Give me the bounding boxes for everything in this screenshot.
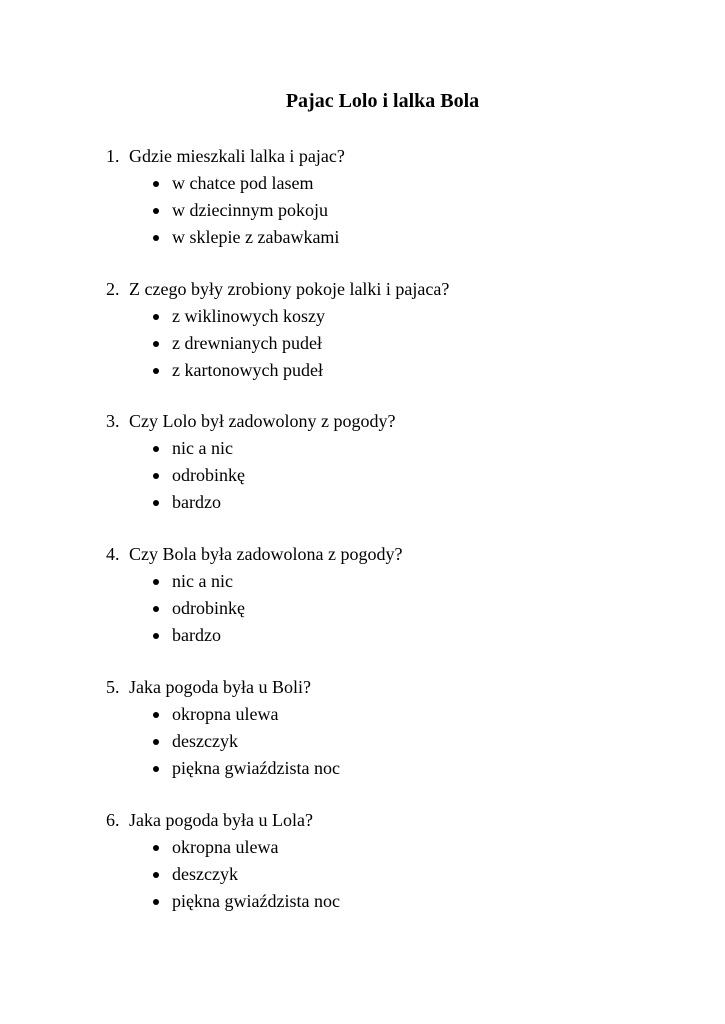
answer-option [106, 701, 706, 728]
bullet-icon [153, 899, 159, 905]
answer-option-label: piękna gwiaździsta noc [172, 758, 340, 778]
answer-option-label: deszczyk [172, 731, 238, 751]
answer-option-label: piękna gwiaździsta noc [172, 891, 340, 911]
answer-option [106, 197, 706, 224]
bullet-icon [153, 766, 159, 772]
answer-option-label: z drewnianych pudeł [172, 333, 322, 353]
question-2-text [106, 276, 706, 303]
bullet-icon [153, 341, 159, 347]
answer-option [106, 489, 706, 516]
bullet-icon [153, 208, 159, 214]
answer-option-label: w chatce pod lasem [172, 173, 314, 193]
answer-option [106, 170, 706, 197]
answer-option-label: w dziecinnym pokoju [172, 200, 328, 220]
answer-option-label: z wiklinowych koszy [172, 306, 325, 326]
answer-option-label: w sklepie z zabawkami [172, 227, 340, 247]
answer-option [106, 303, 706, 330]
bullet-icon [153, 181, 159, 187]
answer-options [106, 435, 706, 516]
question-label: Jaka pogoda była u Boli? [129, 677, 311, 697]
answer-options [106, 303, 706, 384]
bullet-icon [153, 845, 159, 851]
bullet-icon [153, 606, 159, 612]
answer-option-label: odrobinkę [172, 598, 245, 618]
answer-option [106, 435, 706, 462]
question-number: 3. [106, 411, 120, 431]
answer-option [106, 622, 706, 649]
question-label: Czy Bola była zadowolona z pogody? [129, 544, 403, 564]
bullet-icon [153, 368, 159, 374]
answer-option-label: bardzo [172, 492, 221, 512]
question-label: Gdzie mieszkali lalka i pajac? [129, 146, 345, 166]
question-5 [106, 674, 706, 782]
bullet-icon [153, 872, 159, 878]
question-2 [106, 276, 706, 384]
answer-option [106, 595, 706, 622]
answer-option [106, 888, 706, 915]
answer-options [106, 834, 706, 915]
bullet-icon [153, 712, 159, 718]
question-4 [106, 541, 706, 649]
question-6-text [106, 807, 706, 834]
answer-options [106, 701, 706, 782]
answer-options [106, 170, 706, 251]
question-1-text [106, 143, 706, 170]
question-number: 6. [106, 810, 120, 830]
answer-option-label: deszczyk [172, 864, 238, 884]
question-1 [106, 143, 706, 251]
bullet-icon [153, 314, 159, 320]
answer-option [106, 834, 706, 861]
question-3-text [106, 408, 706, 435]
answer-option [106, 861, 706, 888]
question-4-text [106, 541, 706, 568]
answer-option-label: okropna ulewa [172, 837, 279, 857]
bullet-icon [153, 633, 159, 639]
question-label: Czy Lolo był zadowolony z pogody? [129, 411, 396, 431]
question-label: Z czego były zrobiony pokoje lalki i pajaca? [129, 279, 450, 299]
bullet-icon [153, 500, 159, 506]
bullet-icon [153, 473, 159, 479]
page-title: Pajac Lolo i lalka Bola [285, 90, 480, 112]
answer-option [106, 568, 706, 595]
answer-option-label: nic a nic [172, 571, 233, 591]
question-5-text [106, 674, 706, 701]
bullet-icon [153, 739, 159, 745]
bullet-icon [153, 579, 159, 585]
question-number: 5. [106, 677, 120, 697]
question-label: Jaka pogoda była u Lola? [129, 810, 313, 830]
bullet-icon [153, 235, 159, 241]
answer-option [106, 462, 706, 489]
question-6 [106, 807, 706, 915]
answer-option [106, 357, 706, 384]
answer-option-label: nic a nic [172, 438, 233, 458]
answer-options [106, 568, 706, 649]
answer-option-label: bardzo [172, 625, 221, 645]
question-3 [106, 408, 706, 516]
question-number: 2. [106, 279, 120, 299]
bullet-icon [153, 446, 159, 452]
question-number: 4. [106, 544, 120, 564]
question-number: 1. [106, 146, 120, 166]
answer-option [106, 224, 706, 251]
answer-option-label: okropna ulewa [172, 704, 279, 724]
answer-option-label: z kartonowych pudeł [172, 360, 323, 380]
answer-option [106, 330, 706, 357]
answer-option-label: odrobinkę [172, 465, 245, 485]
answer-option [106, 728, 706, 755]
answer-option [106, 755, 706, 782]
